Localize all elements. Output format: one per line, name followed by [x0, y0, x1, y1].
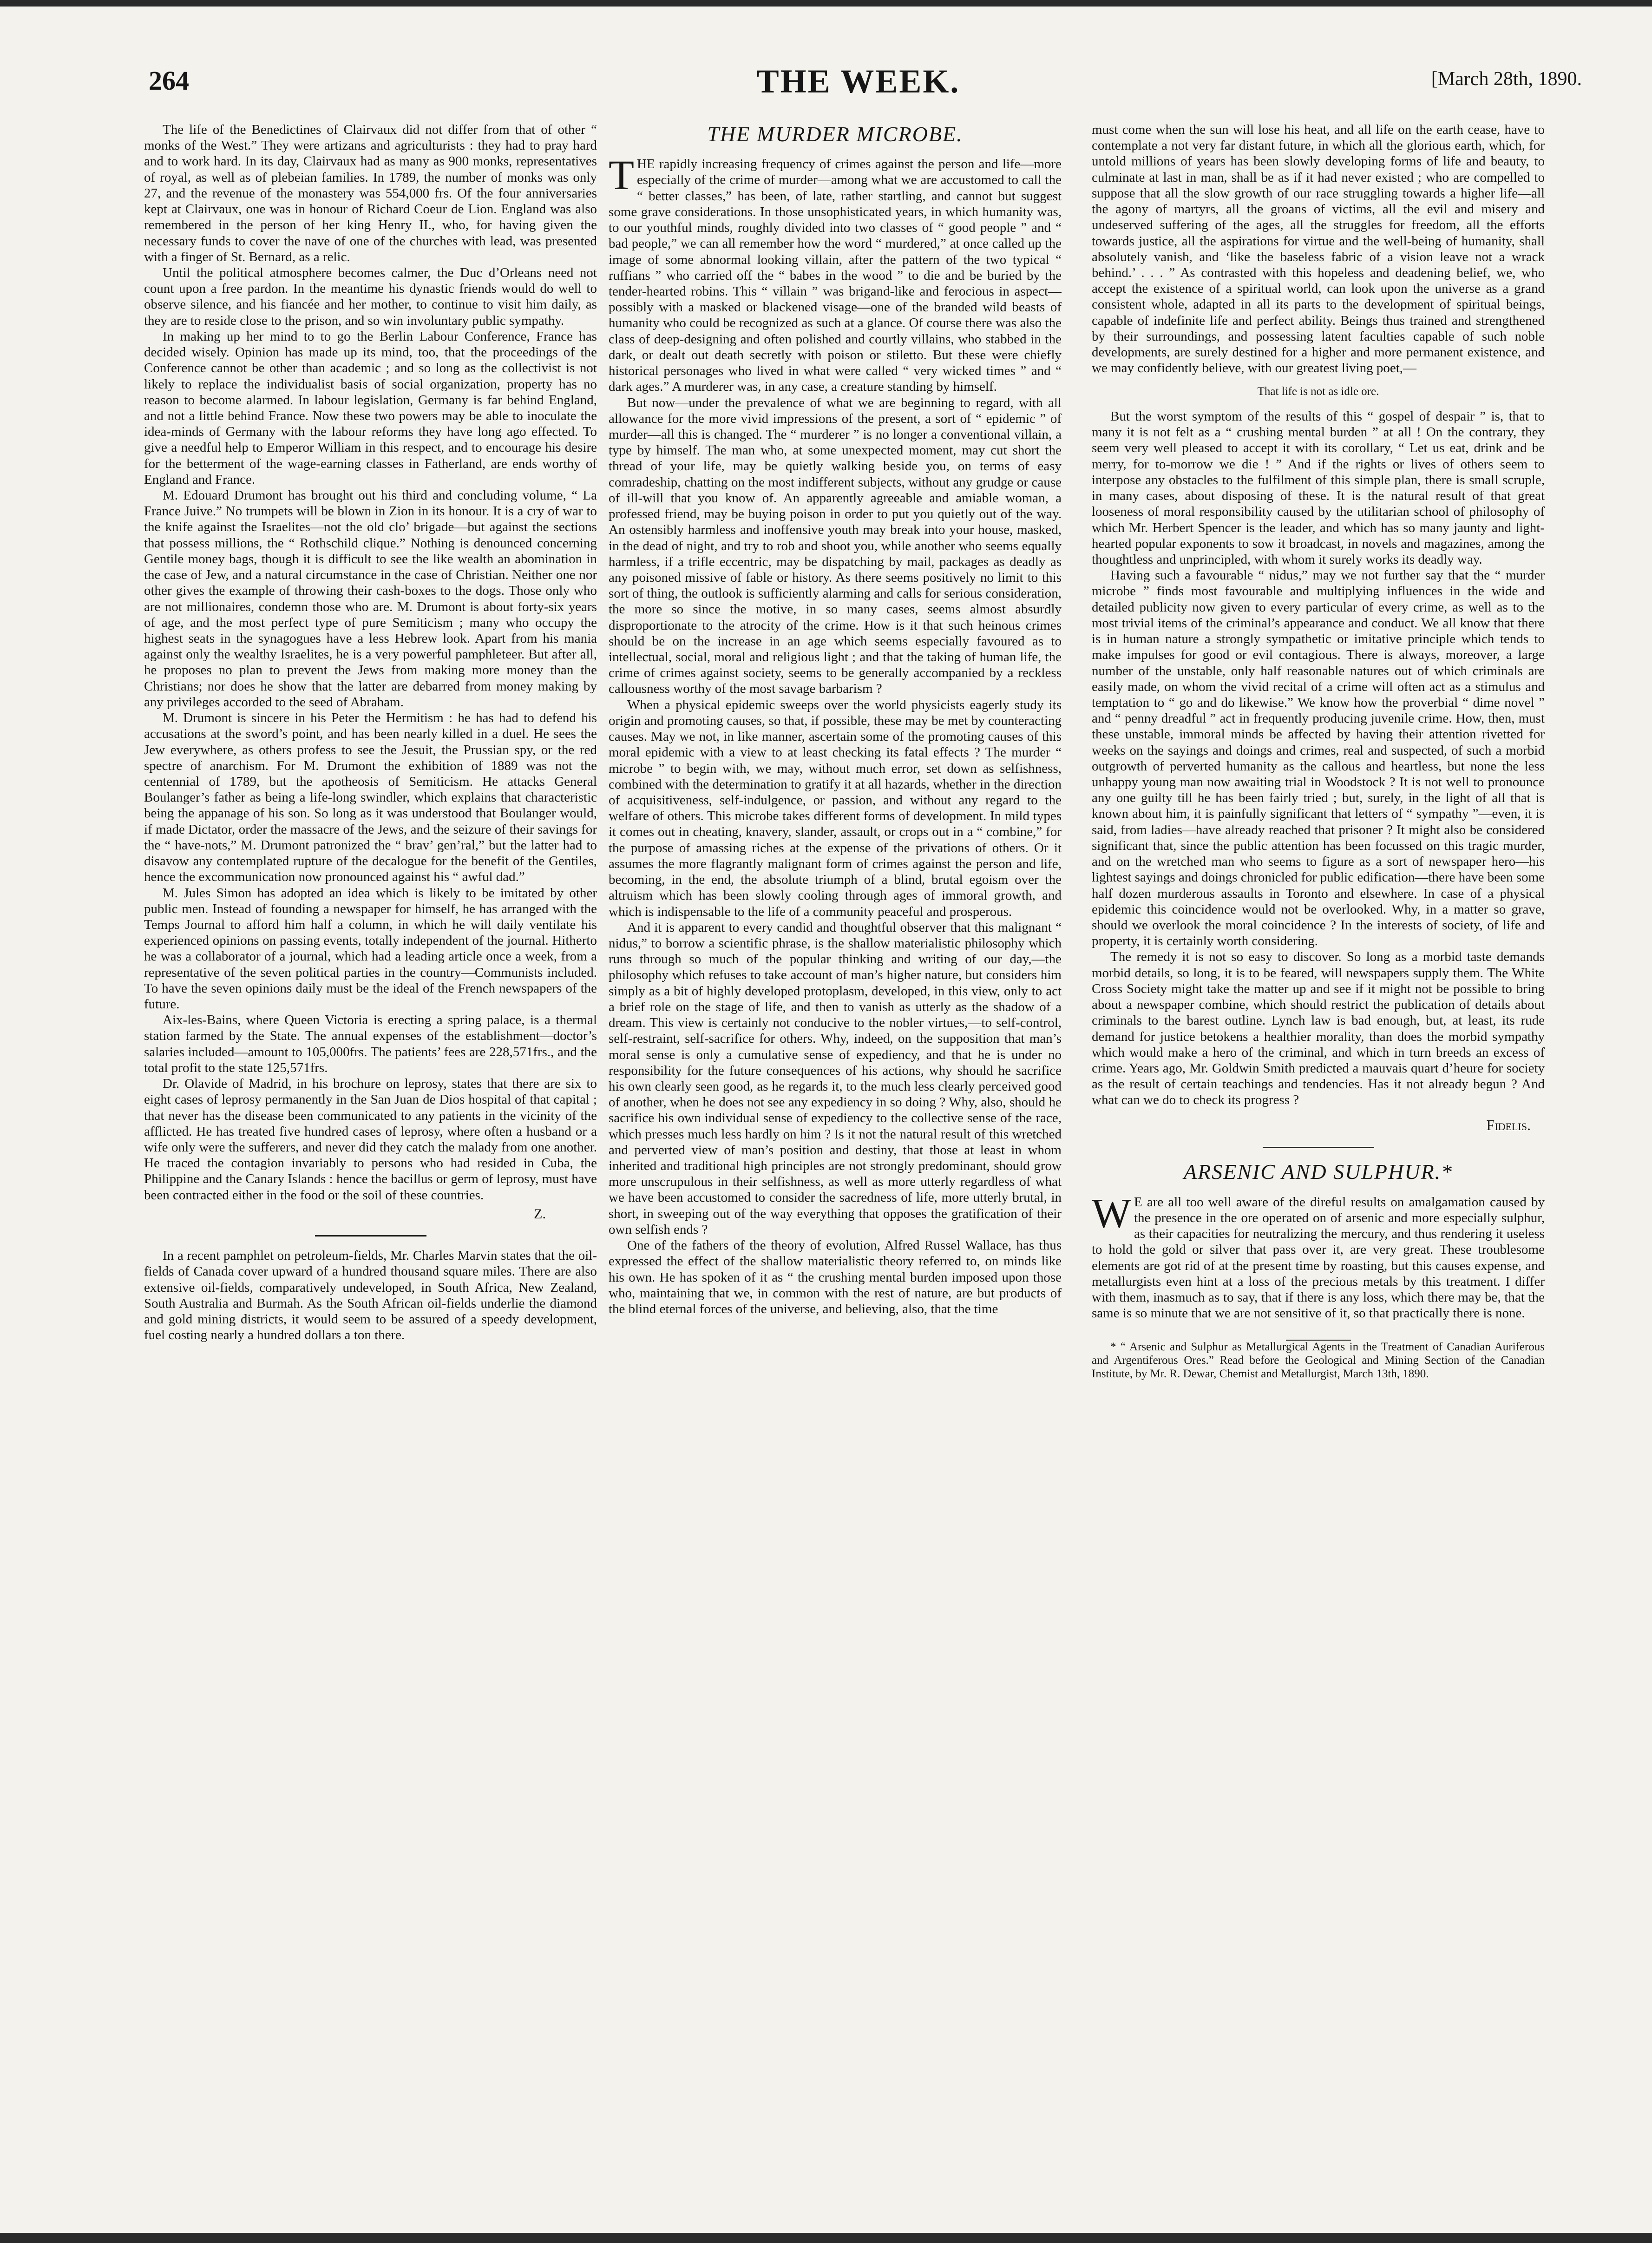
- article-title-murder-microbe: THE MURDER MICROBE.: [707, 122, 963, 146]
- drop-cap: T: [609, 152, 634, 199]
- paragraph-jules-simon: M. Jules Simon has adopted an idea which is likely to be imitated by other public men. Instead of founding a newspaper for himself, he has arranged with the Temps Journal to afford him half a column, in which he will daily ventilate his experienced opinions on passing events, totally independent of the journal. Hitherto he was a collaborator of a journal, which had a leading article once a week, from a representative of the seven political parties in the country—Communists included. To have the seven opinions daily must be the ideal of the French newspapers of the future.: [144, 885, 597, 1012]
- paragraph-epidemic: But now—under the prevalence of what we are beginning to regard, with all allowance for the more vivid impressions of the present, a sort of “ epidemic ” of murder—all this is changed. The “ murderer ” is no longer a conventional villain, a type by himself. The man who, at some unexpected moment, may cut short the thread of your life, may be quietly walking beside you, on terms of easy comradeship, chatting on the most indifferent subjects, without any grudge or cause of ill-will that you know of. An apparently agreeable and amiable woman, a professed friend, may be buying poison in order to put you quietly out of the way. An ostensibly harmless and inoffensive youth may break into your house, masked, in the dead of night, and try to rob and shoot you, while another who seems equally harmless, if a trifle eccentric, may be dispatching by mail, packages as deadly as any poisoned missive of fable or history. As there seems positively no limit to this sort of thing, the outlook is sufficiently alarming and calls for serious consideration, the more so since the motive, in so many cases, seems almost absurdly disproportionate to the atrocity of the crime. How is it that such heinous crimes should be on the increase in an age which seems especially favoured as to intellectual, social, moral and religious light ; and that the taking of human life, the crime of crimes against society, seems to be generally accompanied by a reckless callousness worthy of the most savage barbarism ?: [609, 395, 1062, 697]
- footnote: * “ Arsenic and Sulphur as Metallurgical Agents in the Treatment of Canadian Auriferous and Argentiferous Ores.” Read before the Geological and Mining Section of the Canadian Institute, by Mr. R. Dewar, Chemist and Metallurgist, March 13th, 1890.: [1092, 1341, 1545, 1380]
- paragraph-wallace: One of the fathers of the theory of evolution, Alfred Russel Wallace, has thus expressed the effect of the shallow materialistic theory referred to, on minds like his own. He has spoken of it as “ the crushing mental burden imposed upon those who, maintaining that we, in common with the rest of nature, are but products of the blind eternal forces of the universe, and believing, also, that the time: [609, 1238, 1062, 1317]
- paragraph-text: E are all too well aware of the direful results on amalgamation caused by the presence in the ore operated on of arsenic and more especially sulphur, as their capacities for neutralizing the mercury, and thus rendering it useless to hold the gold or silver that pass over it, are very great. These troublesome elements are got rid of at the present time by roasting, but this causes expense, and metallurgists even hint at a loss of the precious metals by this treatment. I differ with them, inasmuch as to say, that if there is any loss, which there may be, that the same is so minute that we are not sensitive of it, so that practically there is none.: [1092, 1194, 1545, 1321]
- column-left: [144, 122, 597, 2176]
- paragraph-labour-conference: In making up her mind to to go the Berlin Labour Conference, France has decided wisely. Opinion has made up its mind, too, that the proceedings of the Conference cannot be other than academic ; and so long as the collectivist is not likely to replace the individualist basis of social organization, property has no reason to become alarmed. In labour legislation, Germany is far behind England, and not a little behind France. Now these two powers may be able to inoculate the idea-minds of Germany with the labour reforms they have long ago effected. To give a needful help to Emperor William in this respect, and to encourage his desire for the betterment of the wage-earning classes in Fatherland, are ends worthy of England and France.: [144, 329, 597, 487]
- journal-title: THE WEEK.: [756, 63, 960, 100]
- issue-date: [March 28th, 1890.: [1431, 68, 1582, 90]
- paragraph-publicity: Having such a favourable “ nidus,” may we not further say that the “ murder microbe ” finds most favourable and multiplying influences in the wide and detailed publicity now given to every particular of every crime, as well as to the most trivial items of the criminal’s appearance and conduct. We all know that there is in human nature a strongly sympathetic or imitative principle which tends to make impulses for good or evil contagious. There is always, moreover, a large number of the unstable, only half reasonable natures out of which criminals are easily made, on whom the vivid recital of a crime will often act as a stimulus and temptation to “ go and do likewise.” We know how the proverbial “ dime novel ” and “ penny dreadful ” act in frequently producing juvenile crime. How, then, must these unstable, immoral minds be affected by having their attention rivetted for weeks on the sayings and doings and crimes, real and suspected, of such a morbid outgrowth of perverted humanity as the callous and heartless, but none the less unhappy young man now awaiting trial in Woodstock ? It is not well to pronounce any one guilty till he has been fairly tried ; but, surely, in the light of all that is known about him, it is painfully significant that letters of “ sympathy ”—even, it is said, from ladies—have already reached that prisoner ? It might also be considered significant that, since the public attention has been focussed on this tragic murder, and on the wretched man who seems to figure as a sort of newspaper hero—his lightest sayings and doings chronicled for public edification—there have been some half dozen murderous assaults in Toronto and elsewhere. In case of a physical epidemic this coincidence would not be overlooked. Why, in a matter so grave, should we overlook the moral coincidence ? In the interests of society, of life and property, it is certainly worth considering.: [1092, 568, 1545, 949]
- poem-quote: That life is not as idle ore.: [1257, 385, 1379, 398]
- paragraph-drumont-volume: M. Edouard Drumont has brought out his third and concluding volume, “ La France Juive.” No trumpets will be blown in Zion in its honour. It is a cry of war to the knife against the Israelites—not the old clo’ brigade—but against the sections that possess millions, the “ Rothschild clique.” Nothing is denounced concerning Gentile money bags, though it is difficult to see the like wealth an abomination in the case of Jew, and a natural circumstance in the case of Christian. Neither one nor other gives the example of throwing their cash-boxes to the dogs. Those only who are not millionaires, condemn those who are. M. Drumont is about forty-six years of age, and the most perfect type of pure Semiticism ; many who occupy the highest seats in the synagogues have a less Hebrew look. Apart from his mania against only the wealthy Israelites, he is a very powerful pamphleteer. But after all, he proposes no plan to prevent the Jews from making more money than the Christians; nor does he show that the latter are debarred from money making by any privileges accorded to the seed of Abraham.: [144, 488, 597, 710]
- running-head: [135, 65, 1582, 107]
- paragraph-physical-epidemic: When a physical epidemic sweeps over the world physicists eagerly study its origin and promoting causes, so that, if possible, these may be met by counteracting causes. May we not, in like manner, ascertain some of the promoting causes of this moral epidemic with a view to at least checking its fatal effects ? The murder “ microbe ” to begin with, we may, without much error, set down as selfishness, combined with the determination to gratify it at all hazards, whether in the direction of acquisitiveness, self-indulgence, or passion, and without any regard to the welfare of others. This microbe takes different forms of development. In mild types it comes out in cheating, knavery, slander, assault, or crops out in a “ combine,” for the purpose of amassing riches at the expense of the privations of others. Or it assumes the more flagrantly malignant form of crimes against the person and life, becoming, in the end, the absolute triumph of a blind, brutal egoism over the altruism which has been slowly cooling through ages of immoral growth, and which is indispensable to the life of a community peaceful and prosperous.: [609, 697, 1062, 919]
- drop-cap: W: [1092, 1190, 1131, 1237]
- page-top-rule: [0, 0, 1652, 7]
- column-middle: [609, 122, 1062, 2176]
- paragraph-text: HE rapidly increasing frequency of crimes against the person and life—more especially of the crime of murder—among what we are accustomed to call the “ better classes,” has been, of late, rather startling, and cannot but suggest some grave considerations. In those unsophisticated years, in which humanity was, to our youthful minds, roughly divided into two classes of “ good people ” and “ bad people,” we can all remember how the word “ murdered,” at once called up the image of some abnormal looking villain, after the pattern of the two typical “ ruffians ” who carried off the “ babes in the wood ” to die and be buried by the tender-hearted robins. This “ villain ” was brigand-like and ferocious in aspect—possibly with a masked or blackened visage—one of the branded wild beasts of humanity who could be recognized as such at a glance. Of course there was also the class of deep-designing and often polished and courtly villains, who stabbed in the dark, or dealt out death secretly with poison or stiletto. But these were chiefly historical personages who lived in what were called “ very wicked times ” and “ dark ages.” A murderer was, in any case, a creature standing by himself.: [609, 157, 1062, 395]
- column-right: [1092, 122, 1545, 2176]
- paragraph-clairvaux: The life of the Benedictines of Clairvaux did not differ from that of other “ monks of the West.” They were artizans and agriculturists : they had to pray hard and to work hard. In its day, Clairvaux had as many as 900 monks, representatives of royal, as well as of plebeian families. In 1789, the number of monks was only 27, and the revenue of the monastery was 554,000 frs. Of the four anniversaries kept at Clairvaux, one was in honour of Richard Coeur de Lion. England was also remembered in the person of her king Henry II., who, for having given the necessary funds to cover the nave of one of the churches with lead, was presented with a finger of St. Bernard, as a relic.: [144, 122, 597, 264]
- paragraph-leprosy: Dr. Olavide of Madrid, in his brochure on leprosy, states that there are six to eight cases of leprosy permanently in the San Juan de Dios hospital of that capital ; that never has the disease been communicated to any patients in the vicinity of the afflicted. He has treated five hundred cases of leprosy, where often a husband or a wife only were the sufferers, and never did they catch the malady from one another. He traced the contagion invariably to persons who had resided in Cuba, the Philippine and the Canary Islands : hence the bacillus or germ of leprosy, must have been contracted either in the food or the soil of these countries.: [144, 1076, 597, 1203]
- section-divider: [315, 1235, 426, 1237]
- paragraph-wallace-continued: must come when the sun will lose his heat, and all life on the earth cease, have to contemplate a not very far distant future, in which all the glorious earth, which, for untold millions of years has been slowly developing forms of life and beauty, to culminate at last in man, shall be as if it had never existed ; who are compelled to suppose that all the slow growth of our race struggling towards a higher life—all the agony of martyrs, all the groans of victims, all the evil and misery and undeserved suffering of the ages, all the struggles for freedom, all the efforts towards justice, all the aspirations for virtue and the well-being of humanity, shall absolutely vanish, and ‘like the baseless fabric of a vision leave not a wrack behind.’ . . . ” As contrasted with this hopeless and deadening belief, we, who accept the existence of a spiritual world, can look upon the universe as a grand consistent whole, adapted in all its parts to the development of spiritual beings, capable of indefinite life and perfect ability. Beings thus trained and strengthened by their surroundings, and possessing latent faculties capable of such noble developments, are surely destined for a higher and more permanent existence, and we may confidently believe, with our greatest living poet,—: [1092, 122, 1545, 376]
- section-divider: [1263, 1147, 1374, 1148]
- paragraph-remedy: The remedy it is not so easy to discover. So long as a morbid taste demands morbid details, so long, it is to be feared, will newspapers supply them. The White Cross Society might take the matter up and see if it might not be possible to bring about a newspaper combine, which should restrict the publication of details about criminals to the barest outline. Lynch law is bad enough, but, at least, its rude demand for justice betokens a healthier morality, than does the morbid sympathy which would make a hero of the criminal, and which in turn breeds an excess of crime. Years ago, Mr. Goldwin Smith predicted a mauvais quart d’heure for society as the result of certain teachings and tendencies. Has it not already begun ? And what can we do to check its progress ?: [1092, 949, 1545, 1108]
- paragraph-gospel-of-despair: But the worst symptom of the results of this “ gospel of despair ” is, that to many it is not felt as a “ crushing mental burden ” at all ! On the contrary, they seem very well pleased to accept it with its corollary, “ Let us eat, drink and be merry, for to-morrow we die ! ” And if the rights or lives of others seem to interpose any obstacles to the fulfilment of this simple plan, there is small scruple, in many cases, about disposing of these. It is the natural result of that great looseness of moral responsibility caused by the utilitarian school of philosophy of which Mr. Herbert Spencer is the leader, and which has so many jaunty and light-hearted popular exponents to sow it broadcast, in novels and magazines, among the thoughtless and unprincipled, with whom it surely works its deadly way.: [1092, 409, 1545, 567]
- paragraph-duc-orleans: Until the political atmosphere becomes calmer, the Duc d’Orleans need not count upon a free pardon. In the meantime his dynastic friends would do well to observe silence, and his fiancée and her mother, to continue to visit him daily, as they are to reside close to the prison, and so win involuntary public sympathy.: [144, 265, 597, 328]
- paragraph-nidus: And it is apparent to every candid and thoughtful observer that this malignant “ nidus,” to borrow a scientific phrase, is the shallow materialistic philosophy which runs through so much of the popular thinking and writing of our day,—the philosophy which refuses to take account of man’s higher nature, but considers him simply as a bit of highly developed protoplasm, developed, in this view, only to act a brief role on the stage of life, and then to vanish as utterly as the shadow of a dream. This view is certainly not conducive to the nobler virtues,—to self-control, self-restraint, self-sacrifice for others. Why, indeed, on the supposition that man’s moral sense is only a cumulative sense of expediency, and that he is under no responsibility for the future consequences of his actions, why should he sacrifice his own clearly seen good, as he regards it, to the much less clearly perceived good of another, when he does not see any expediency in so doing ? Why, also, should he sacrifice his own individual sense of expediency to the collective sense of the race, which presses much less hardly on him ? Is it not the natural result of this wretched and perverted view of man’s position and destiny, that those at least in whom inherited and traditional high principles are not strongly predominant, should grow more unscrupulous in their selfishness, as well as more utterly regardless of what we have been accustomed to consider the sacredness of life, more utterly brutal, in short, in sweeping out of the way everything that opposes the gratification of their own selfish ends ?: [609, 920, 1062, 1237]
- paragraph-oil-fields: In a recent pamphlet on petroleum-fields, Mr. Charles Marvin states that the oil-fields of Canada cover upward of a hundred thousand square miles. There are also extensive oil-fields, comparatively undeveloped, in South Africa, New Zealand, South Australia and Burmah. As the South African oil-fields underlie the diamond and gold mining districts, it would seem to be assured of a speedy development, fuel costing nearly a hundred dollars a ton there.: [144, 1248, 597, 1343]
- paragraph-drumont-sincere: M. Drumont is sincere in his Peter the Hermitism : he has had to defend his accusations at the sword’s point, and has been nearly killed in a duel. He sees the Jew everywhere, as others profess to see the Jesuit, the Prussian spy, or the red spectre of anarchism. For M. Drumont the exhibition of 1889 was not the centennial of 1789, but the apotheosis of Semiticism. He attacks General Boulanger’s father as being a life-long swindler, which explains that characteristic being the appanage of his son. So long as it was understood that Boulanger would, if made Dictator, order the massacre of the Jews, and the seizure of their savings for the “ have-nots,” M. Drumont patronized the “ brav’ gen’ral,” but the latter had to disavow any contemplated rupture of the decalogue for the benefit of the Gentiles, hence the excommunication now pronounced against his “ awful dad.”: [144, 710, 597, 885]
- article-title-arsenic-sulphur: ARSENIC AND SULPHUR.*: [1183, 1160, 1453, 1184]
- paragraph-arsenic: [1092, 1190, 1545, 1322]
- paragraph-murder-intro: [609, 152, 1062, 395]
- paragraph-aix-les-bains: Aix-les-Bains, where Queen Victoria is erecting a spring palace, is a thermal station farmed by the State. The annual expenses of the establishment—doctor’s salaries included—amount to 105,000frs. The patients’ fees are 228,571frs., and the total profit to the state 125,571frs.: [144, 1013, 597, 1075]
- signature-z: Z.: [534, 1206, 546, 1222]
- page-number: 264: [149, 66, 189, 96]
- page-bottom-rule: [0, 2233, 1652, 2243]
- signature-fidelis: Fidelis.: [1486, 1116, 1531, 1133]
